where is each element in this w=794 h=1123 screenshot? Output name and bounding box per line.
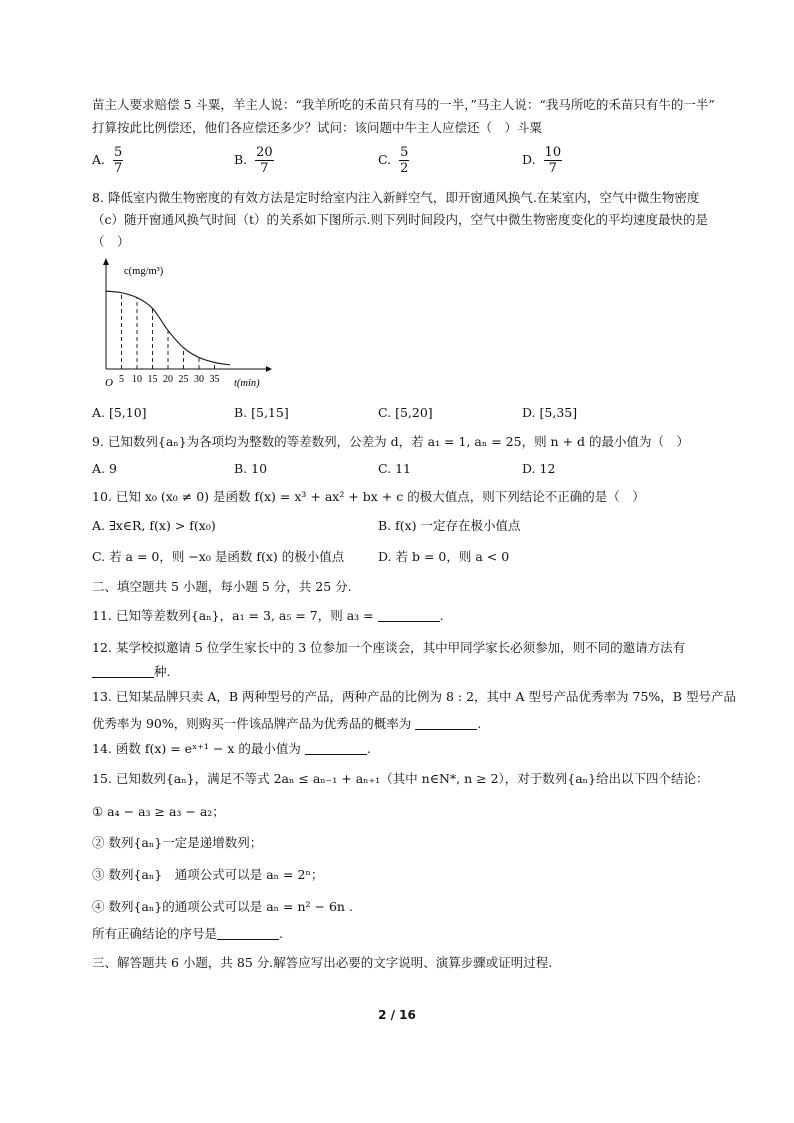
q8-text-line2: （c）随开窗通风换气时间（t）的关系如下图所示.则下列时间段内，空气中微生物密度变化的平均速度最快的是 xyxy=(92,212,708,227)
q13-end: . xyxy=(477,716,482,731)
q8-option-d: D. [5,35] xyxy=(522,405,578,420)
q7-option-d-label: D. xyxy=(522,152,536,167)
x-tick-label-10: 10 xyxy=(132,374,142,385)
q8-text-line1: 8. 降低室内微生物密度的有效方法是定时给室内注入新鲜空气，即开窗通风换气.在某室内，空气中微生物密度 xyxy=(92,190,700,205)
q7-option-a-fraction xyxy=(113,145,123,176)
y-axis-arrow xyxy=(103,258,109,265)
q10-option-d: D. 若 b = 0，则 a < 0 xyxy=(378,549,510,564)
q7-option-c-num: 5 xyxy=(400,145,409,160)
q7-option-b xyxy=(234,145,274,176)
q9-text: 9. 已知数列{aₙ}为各项均为整数的等差数列，公差为 d，若 a₁ = 1, aₙ = 25，则 n + d 的最小值为（ ） xyxy=(92,434,690,449)
q8-option-c: C. [5,20] xyxy=(378,405,433,420)
q11-text: 11. 已知等差数列{aₙ}，a₁ = 3, a₅ = 7，则 a₃ = xyxy=(92,608,374,623)
section-3-heading: 三、解答题共 6 小题，共 85 分.解答应写出必要的文字说明、演算步骤或证明过程. xyxy=(92,955,553,970)
q9-option-b: B. 10 xyxy=(234,461,268,476)
x-axis-arrow xyxy=(266,366,272,372)
q11-end: . xyxy=(439,608,444,623)
q7-option-a-num: 5 xyxy=(114,145,123,160)
q13-answer-blank[interactable] xyxy=(415,717,477,730)
origin-label: O xyxy=(105,377,113,389)
q8-option-a: A. [5,10] xyxy=(92,405,147,420)
q8-text-line3: （ ） xyxy=(92,234,130,249)
x-tick-label-15: 15 xyxy=(147,374,158,385)
q7-option-c-fraction xyxy=(399,145,409,176)
q7-option-b-num: 20 xyxy=(256,145,273,160)
q7-text-line1: 苗主人要求赔偿 5 斗粟，羊主人说：“我羊所吃的禾苗只有马的一半，”马主人说：“我马所吃的禾苗只有牛的一半” xyxy=(92,97,715,112)
q7-option-a xyxy=(92,145,123,176)
q15-conclusion-text: 所有正确结论的序号是 xyxy=(92,926,218,941)
q12-line2 xyxy=(92,663,170,681)
q10-option-c: C. 若 a = 0，则 −x₀ 是函数 f(x) 的极小值点 xyxy=(92,549,345,564)
q13-text: 优秀率为 90%，则购买一件该品牌产品为优秀品的概率为 xyxy=(92,716,412,731)
page-number: 2 / 16 xyxy=(378,1008,416,1022)
x-axis-label: t(min) xyxy=(234,378,260,389)
q15-answer-blank[interactable] xyxy=(217,927,279,940)
section-2-heading: 二、填空题共 5 小题，每小题 5 分，共 25 分. xyxy=(92,579,352,594)
x-tick-label-5: 5 xyxy=(119,374,124,385)
q7-option-d-den: 7 xyxy=(548,161,557,176)
q10-text: 10. 已知 x₀ (x₀ ≠ 0) 是函数 f(x) = x³ + ax² + bx + c 的极大值点，则下列结论不正确的是（ ） xyxy=(92,489,645,504)
q7-option-c-label: C. xyxy=(378,152,392,167)
q15-end: . xyxy=(279,926,283,941)
q15-conclusion xyxy=(92,925,283,943)
q7-option-d-num: 10 xyxy=(544,145,562,160)
q7-option-c xyxy=(378,145,409,176)
q10-option-b: B. f(x) 一定存在极小值点 xyxy=(378,518,521,533)
y-axis-label: c(mg/m³) xyxy=(124,266,164,277)
x-tick-label-30: 30 xyxy=(194,374,204,385)
q8-option-b: B. [5,15] xyxy=(234,405,289,420)
x-tick-label-25: 25 xyxy=(178,374,189,385)
q14-answer-blank[interactable] xyxy=(305,742,367,755)
q15-text: 15. 已知数列{aₙ}，满足不等式 2aₙ ≤ aₙ₋₁ + aₙ₊₁（其中 n∈N*, n ≥ 2），对于数列{aₙ}给出以下四个结论： xyxy=(92,771,709,786)
q9-option-a: A. 9 xyxy=(92,461,117,476)
q15-item-1: ① a₄ − a₃ ≥ a₃ − a₂； xyxy=(92,804,225,819)
x-tick-label-35: 35 xyxy=(209,374,220,385)
q12-text-line1: 12. 某学校拟邀请 5 位学生家长中的 3 位参加一个座谈会，其中甲同学家长必须参加，则不同的邀请方法有 xyxy=(92,640,686,655)
q15-item-3: ③ 数列{aₙ} 通项公式可以是 aₙ = 2ⁿ； xyxy=(92,867,324,882)
q15-item-4: ④ 数列{aₙ}的通项公式可以是 aₙ = n² − 6n . xyxy=(92,899,353,914)
q12-answer-blank[interactable] xyxy=(92,665,154,678)
q14-end: . xyxy=(366,741,371,756)
q10-option-a: A. ∃x∈R, f(x) > f(x₀) xyxy=(92,518,216,533)
q7-option-b-den: 7 xyxy=(260,161,269,176)
q13-text-line1: 13. 已知某品牌只卖 A，B 两种型号的产品，两种产品的比例为 8 : 2，其中 A 型号产品优秀率为 75%，B 型号产品 xyxy=(92,689,736,704)
q7-text-line2: 打算按此比例偿还，他们各应偿还多少？试问：该问题中牛主人应偿还（ ）斗粟 xyxy=(92,120,543,135)
q7-option-a-label: A. xyxy=(92,152,106,167)
q15-item-2: ② 数列{aₙ}一定是递增数列； xyxy=(92,835,263,850)
q7-option-a-den: 7 xyxy=(114,161,123,176)
x-tick-label-20: 20 xyxy=(163,374,173,385)
q13-line2 xyxy=(92,715,481,733)
density-chart xyxy=(94,257,274,393)
q7-option-b-fraction xyxy=(255,145,274,176)
q7-option-d xyxy=(522,145,562,176)
q12-end: 种. xyxy=(154,664,171,679)
q11-answer-blank[interactable] xyxy=(378,609,440,622)
q11 xyxy=(92,607,444,625)
q14 xyxy=(92,740,371,758)
q7-option-d-fraction xyxy=(544,145,563,176)
q7-option-c-den: 2 xyxy=(400,161,409,176)
q9-option-c: C. 11 xyxy=(378,461,411,476)
q9-option-d: D. 12 xyxy=(522,461,556,476)
q14-text: 14. 函数 f(x) = eˣ⁺¹ − x 的最小值为 xyxy=(92,741,301,756)
q7-option-b-label: B. xyxy=(234,152,248,167)
